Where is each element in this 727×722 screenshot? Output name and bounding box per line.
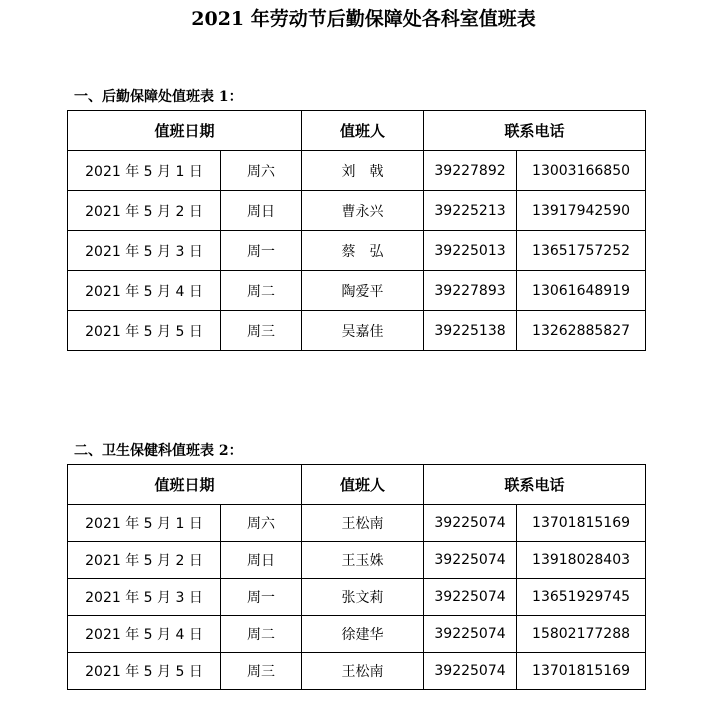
cell-date: 2021 年 5 月 2 日 (68, 191, 221, 231)
cell-office-phone: 39225074 (424, 616, 517, 653)
cell-person: 陶爱平 (302, 271, 424, 311)
cell-weekday: 周六 (221, 151, 302, 191)
cell-date: 2021 年 5 月 4 日 (68, 616, 221, 653)
cell-mobile: 15802177288 (517, 616, 646, 653)
cell-weekday: 周二 (221, 271, 302, 311)
cell-office-phone: 39225013 (424, 231, 517, 271)
cell-weekday: 周一 (221, 579, 302, 616)
duty-table-2 (67, 464, 646, 690)
cell-mobile: 13651929745 (517, 579, 646, 616)
table-row (68, 616, 646, 653)
cell-person: 刘 戟 (302, 151, 424, 191)
cell-mobile: 13701815169 (517, 653, 646, 690)
cell-date: 2021 年 5 月 2 日 (68, 542, 221, 579)
table-row (68, 271, 646, 311)
cell-weekday: 周日 (221, 542, 302, 579)
cell-date: 2021 年 5 月 1 日 (68, 151, 221, 191)
cell-mobile: 13701815169 (517, 505, 646, 542)
cell-person: 张文莉 (302, 579, 424, 616)
cell-office-phone: 39225074 (424, 579, 517, 616)
cell-mobile: 13651757252 (517, 231, 646, 271)
header-date: 值班日期 (68, 111, 302, 151)
cell-office-phone: 39225074 (424, 542, 517, 579)
header-person: 值班人 (302, 111, 424, 151)
table-row (68, 505, 646, 542)
header-contact: 联系电话 (424, 465, 646, 505)
header-date: 值班日期 (68, 465, 302, 505)
cell-weekday: 周六 (221, 505, 302, 542)
header-person: 值班人 (302, 465, 424, 505)
cell-person: 徐建华 (302, 616, 424, 653)
page-title: 2021 年劳动节后勤保障处各科室值班表 (191, 8, 536, 30)
table-header-row (68, 465, 646, 505)
section-heading-1: 一、后勤保障处值班表 1： (74, 89, 243, 105)
header-contact: 联系电话 (424, 111, 646, 151)
cell-office-phone: 39225213 (424, 191, 517, 231)
cell-person: 王玉姝 (302, 542, 424, 579)
cell-date: 2021 年 5 月 3 日 (68, 231, 221, 271)
cell-person: 吴嘉佳 (302, 311, 424, 351)
table-row (68, 542, 646, 579)
table-row (68, 191, 646, 231)
table-row (68, 653, 646, 690)
cell-date: 2021 年 5 月 1 日 (68, 505, 221, 542)
table-row (68, 151, 646, 191)
cell-office-phone: 39227892 (424, 151, 517, 191)
cell-date: 2021 年 5 月 4 日 (68, 271, 221, 311)
cell-date: 2021 年 5 月 5 日 (68, 653, 221, 690)
cell-person: 王松南 (302, 653, 424, 690)
cell-person: 曹永兴 (302, 191, 424, 231)
table-header-row (68, 111, 646, 151)
section-heading-2: 二、卫生保健科值班表 2： (74, 443, 243, 459)
cell-mobile: 13061648919 (517, 271, 646, 311)
cell-weekday: 周三 (221, 311, 302, 351)
cell-office-phone: 39227893 (424, 271, 517, 311)
cell-office-phone: 39225074 (424, 505, 517, 542)
cell-person: 蔡 弘 (302, 231, 424, 271)
cell-person: 王松南 (302, 505, 424, 542)
duty-table-1 (67, 110, 646, 351)
table-row (68, 231, 646, 271)
cell-mobile: 13003166850 (517, 151, 646, 191)
table-row (68, 311, 646, 351)
cell-mobile: 13917942590 (517, 191, 646, 231)
cell-date: 2021 年 5 月 3 日 (68, 579, 221, 616)
cell-date: 2021 年 5 月 5 日 (68, 311, 221, 351)
cell-mobile: 13262885827 (517, 311, 646, 351)
cell-weekday: 周二 (221, 616, 302, 653)
cell-weekday: 周三 (221, 653, 302, 690)
cell-weekday: 周一 (221, 231, 302, 271)
cell-mobile: 13918028403 (517, 542, 646, 579)
table-row (68, 579, 646, 616)
cell-office-phone: 39225138 (424, 311, 517, 351)
cell-weekday: 周日 (221, 191, 302, 231)
cell-office-phone: 39225074 (424, 653, 517, 690)
